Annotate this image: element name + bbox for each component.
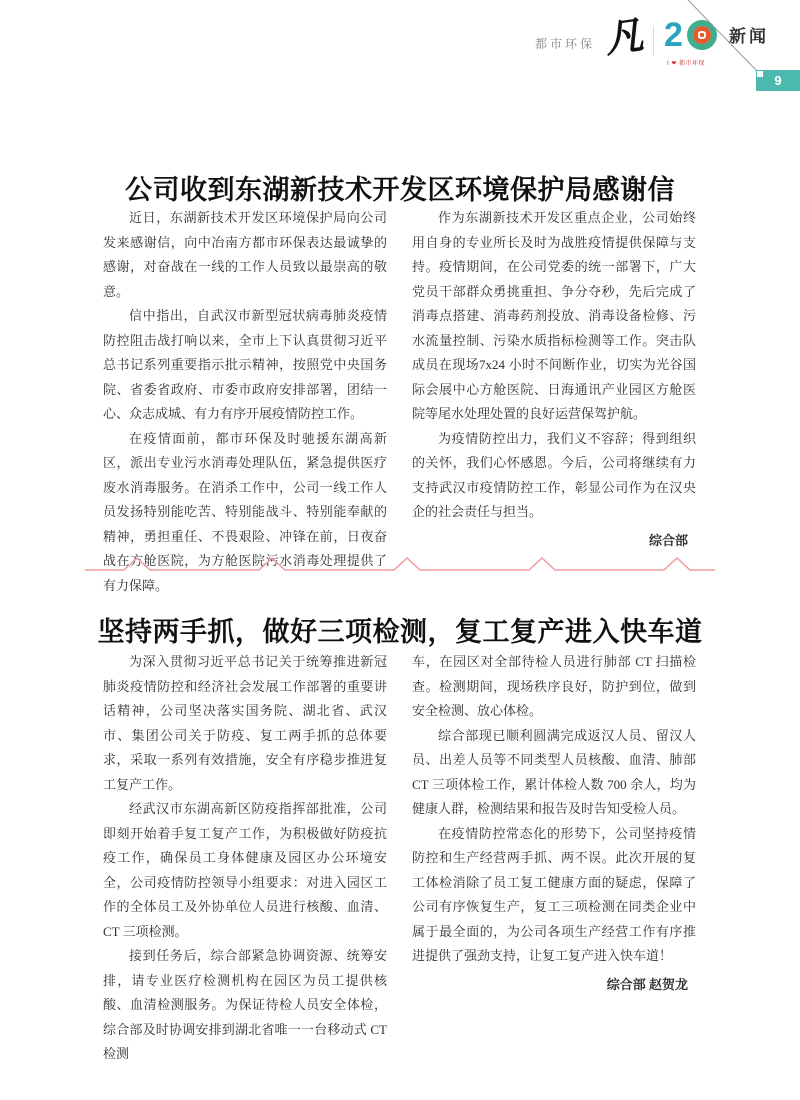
- article-paragraph: 经武汉市东湖高新区防疫指挥部批准，公司即刻开始着手复工复产工作，为积极做好防疫抗疫工作，确保员工身体健康及园区办公环境安全，公司疫情防控领导小组要求：对进入园区工作的全体员工及外协单位人员进行核酸、血清、CT 三项检测。: [103, 801, 387, 939]
- article-paragraph: 车，在园区对全部待检人员进行肺部 CT 扫描检查。检测期间，现场秩序良好，防护到位，做到安全检测、放心体检。: [412, 654, 696, 718]
- article-paragraph: 在疫情防控常态化的形势下，公司坚持疫情防控和生产经营两手抓、两不误。此次开展的复工体检消除了员工复工健康方面的疑虑，保障了公司有序恢复生产，复工三项检测在同类企业中属于最全面的，为公司各项生产经营工作有序推进提供了强劲支持，让复工复产进入快车道！: [412, 825, 696, 963]
- section-label: 新闻: [729, 27, 769, 46]
- article-paragraph: 信中指出，自武汉市新型冠状病毒肺炎疫情防控阻击战打响以来，全市上下认真贯彻习近平总书记系列重要指示批示精神，按照党中央国务院、省委省政府、市委市政府安排部署，团结一心、众志成城、有力有序开展疫情防控工作。: [103, 308, 387, 421]
- article2-signature: 综合部 赵贺龙: [606, 976, 688, 992]
- article2-column-left: [103, 650, 387, 1067]
- article1-column-right: [412, 206, 696, 553]
- article-paragraph: 在疫情面前，都市环保及时驰援东湖高新区，派出专业污水消毒处理队伍，紧急提供医疗废水消毒服务。在消杀工作中，公司一线工作人员发扬特别能吃苦、特别能战斗、特别能奉献的精神，勇担重任、不畏艰险、冲锋在前，日夜奋战在方舱医院，为方舱医院污水消毒处理提供了有力保障。: [103, 430, 387, 593]
- page-number-badge: 9: [756, 70, 800, 91]
- article-paragraph: 为深入贯彻习近平总书记关于统筹推进新冠肺炎疫情防控和经济社会发展工作部署的重要讲话精神，公司坚决落实国务院、湖北省、武汉市、集团公司关于防疫、复工两手抓的总体要求，采取一系列有效措施，安全有序稳步推进复工复产工作。: [103, 654, 387, 792]
- calligraphy-logo-icon: 凡: [602, 14, 646, 62]
- zigzag-divider: [85, 556, 715, 572]
- article-paragraph: 接到任务后，综合部紧急协调资源、统筹安排，请专业医疗检测机构在园区为员工提供核酸、血清检测服务。为保证待检人员安全体检，综合部及时协调安排到湖北省唯一一台移动式 CT 检测: [103, 948, 387, 1061]
- article1-column-left: [103, 206, 387, 598]
- article2-column-right: [412, 650, 696, 997]
- article2-title: 坚持两手抓，做好三项检测，复工复产进入快车道: [97, 617, 703, 648]
- article1-title: 公司收到东湖新技术开发区环境保护局感谢信: [125, 175, 675, 206]
- anniversary-digit: 2: [664, 16, 683, 54]
- masthead-brand-text: 都市环保: [535, 36, 596, 51]
- article-paragraph: 为疫情防控出力，我们义不容辞；得到组织的关怀，我们心怀感恩。今后，公司将继续有力支持武汉市疫情防控工作，彰显公司作为在汉央企的社会责任与担当。: [412, 430, 696, 519]
- article-paragraph: 近日，东湖新技术开发区环境保护局向公司发来感谢信，向中冶南方都市环保表达最诚挚的感谢，对奋战在一线的工作人员致以最崇高的敬意。: [103, 210, 387, 299]
- article-paragraph: 综合部现已顺利圆满完成返汉人员、留汉人员、出差人员等不同类型人员核酸、血清、肺部 CT 三项体检工作，累计体检人数 700 余人，均为健康人群，检测结果和报告及时告知受检人员。: [412, 727, 696, 816]
- article1-signature: 综合部: [648, 532, 688, 548]
- anniversary-tagline: I ❤ 都市环保: [667, 61, 706, 67]
- article-paragraph: 作为东湖新技术开发区重点企业，公司始终用自身的专业所长及时为战胜疫情提供保障与支持。疫情期间，在公司党委的统一部署下，广大党员干部群众勇挑重担、争分夺秒，先后完成了消毒点搭建、消毒药剂投放、消毒设备检修、污水流量控制、污染水质指标检测等工作。突击队成员在现场7x24 小时不间断作业，切实为光谷国际会展中心方舱医院、日海通讯产业园区方舱医院等尾水处理处置的良好运营保驾护航。: [412, 210, 696, 421]
- masthead-divider: [653, 26, 654, 56]
